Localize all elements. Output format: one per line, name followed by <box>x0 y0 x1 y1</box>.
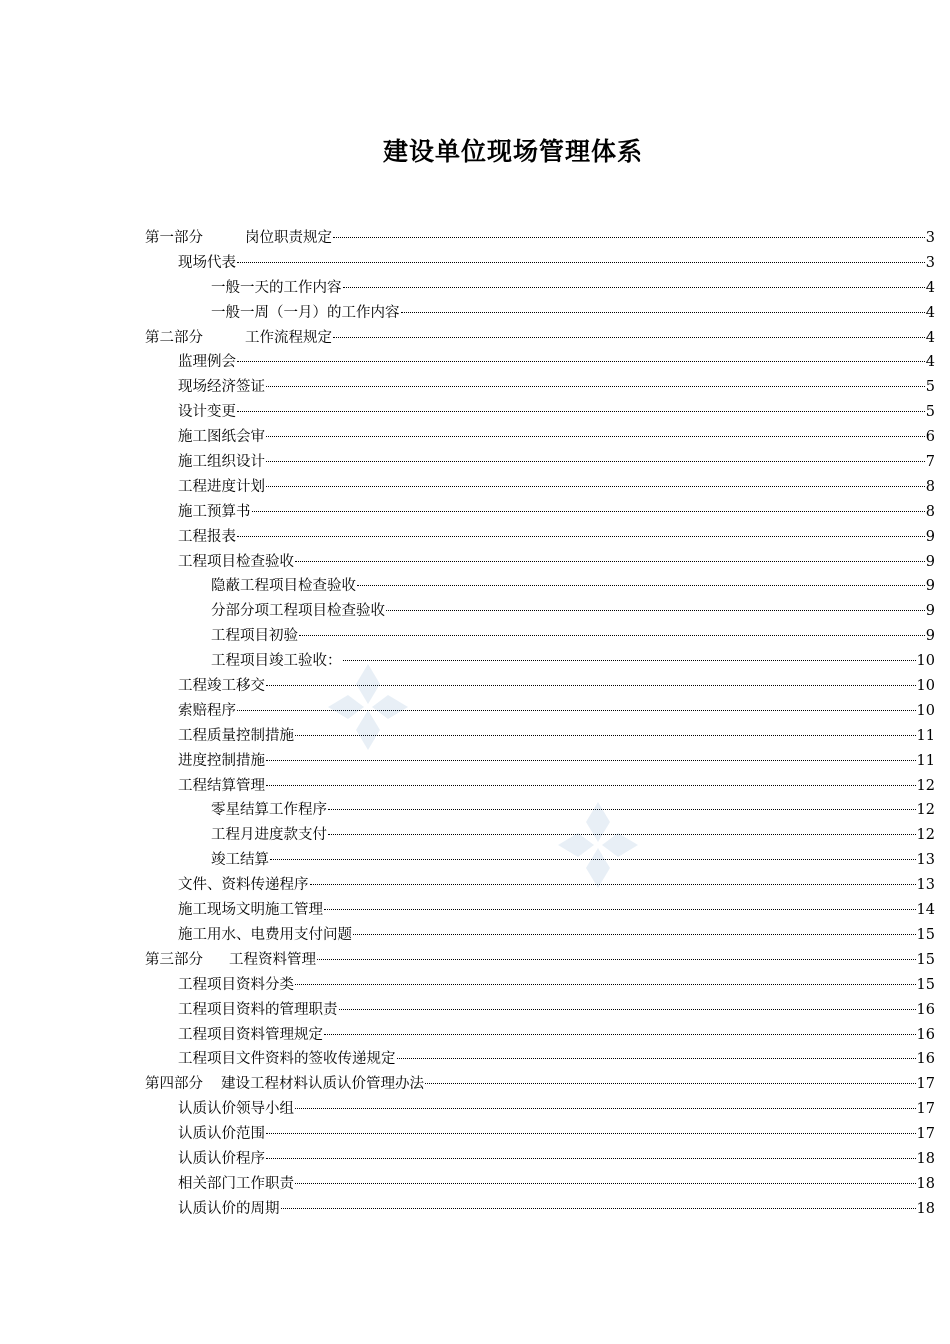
toc-entry-label <box>178 1047 396 1072</box>
toc-entry-title: 施工图纸会审 <box>178 429 265 446</box>
toc-entry-label <box>178 749 265 774</box>
toc-page-number: 4 <box>925 329 935 346</box>
toc-dot-leader <box>328 809 916 810</box>
toc-entry-label <box>178 724 294 749</box>
toc-entry-title: 施工预算书 <box>178 503 251 520</box>
toc-entry-label <box>178 973 294 998</box>
toc-entry <box>145 226 935 251</box>
toc-entry-title: 施工组织设计 <box>178 454 265 471</box>
toc-page-number: 12 <box>916 827 935 844</box>
toc-page-number: 10 <box>916 653 935 670</box>
toc-page-number: 4 <box>925 304 935 321</box>
toc-entry-label <box>178 699 236 724</box>
toc-entry-title: 零星结算工作程序 <box>211 802 327 819</box>
toc-entry-label <box>145 948 316 973</box>
toc-entry <box>145 724 935 749</box>
toc-dot-leader <box>281 1208 916 1209</box>
toc-page-number: 9 <box>925 603 935 620</box>
toc-entry-label <box>211 276 342 301</box>
toc-entry-title: 岗位职责规定 <box>245 230 332 246</box>
toc-dot-leader <box>266 1158 916 1159</box>
toc-dot-leader <box>237 262 925 263</box>
toc-dot-leader <box>252 511 925 512</box>
toc-page-number: 8 <box>925 478 935 495</box>
toc-entry-title: 施工用水、电费用支付问题 <box>178 926 352 943</box>
toc-entry-title: 认质认价领导小组 <box>178 1101 294 1118</box>
toc-entry-title: 工程报表 <box>178 528 236 545</box>
toc-entry-title: 一般一周（一月）的工作内容 <box>211 304 400 321</box>
toc-dot-leader <box>299 635 925 636</box>
toc-page-number: 8 <box>925 503 935 520</box>
toc-dot-leader <box>357 585 925 586</box>
toc-entry-title: 文件、资料传递程序 <box>178 877 309 894</box>
toc-page-number: 10 <box>916 678 935 695</box>
toc-dot-leader <box>266 1133 916 1134</box>
toc-dot-leader <box>237 411 925 412</box>
toc-entry-label <box>211 823 327 848</box>
toc-dot-leader <box>266 436 925 437</box>
toc-entry-title: 工程月进度款支付 <box>211 827 327 844</box>
toc-dot-leader <box>237 536 925 537</box>
toc-dot-leader <box>425 1083 916 1084</box>
toc-entry-label <box>178 450 265 475</box>
toc-page-number: 12 <box>916 802 935 819</box>
toc-entry <box>145 1122 935 1147</box>
toc-page-number: 3 <box>925 230 935 246</box>
toc-dot-leader <box>237 710 916 711</box>
toc-page-number: 9 <box>925 628 935 645</box>
toc-entry-title: 现场代表 <box>178 254 236 271</box>
toc-entry-label <box>178 475 265 500</box>
toc-page-number: 13 <box>916 877 935 894</box>
toc-page-number: 15 <box>916 976 935 993</box>
toc-entry-label <box>178 425 265 450</box>
toc-entry-label <box>178 1097 294 1122</box>
toc-entry <box>145 450 935 475</box>
toc-entry-title: 相关部门工作职责 <box>178 1175 294 1192</box>
toc-page-number: 14 <box>916 902 935 919</box>
toc-entry <box>145 475 935 500</box>
toc-entry <box>145 550 935 575</box>
toc-dot-leader <box>270 859 916 860</box>
toc-entry-title: 隐蔽工程项目检查验收 <box>211 578 356 595</box>
toc-entry <box>145 525 935 550</box>
toc-entry-label <box>178 1122 265 1147</box>
toc-entry-title: 认质认价程序 <box>178 1150 265 1167</box>
toc-entry <box>145 1172 935 1197</box>
toc-entry-label <box>211 798 327 823</box>
toc-dot-leader <box>339 1009 916 1010</box>
toc-entry-title: 工程项目竣工验收： <box>211 653 342 670</box>
toc-entry-label <box>211 599 385 624</box>
toc-page-number: 9 <box>925 528 935 545</box>
toc-entry <box>145 749 935 774</box>
toc-page-number: 10 <box>916 702 935 719</box>
toc-entry <box>145 973 935 998</box>
toc-entry <box>145 624 935 649</box>
toc-entry-label <box>211 301 400 326</box>
toc-page-number: 11 <box>916 727 935 744</box>
toc-page-number: 5 <box>925 379 935 396</box>
toc-entry-title: 认质认价范围 <box>178 1126 265 1143</box>
toc-entry-title: 施工现场文明施工管理 <box>178 902 323 919</box>
toc-part-number: 第二部分 <box>145 329 203 346</box>
toc-dot-leader <box>266 785 916 786</box>
toc-entry <box>145 1023 935 1048</box>
document-title: 建设单位现场管理体系 <box>382 137 643 166</box>
toc-entry-title: 工程项目检查验收 <box>178 553 294 570</box>
toc-page-number: 7 <box>925 454 935 471</box>
toc-entry <box>145 276 935 301</box>
toc-dot-leader <box>333 237 925 238</box>
toc-entry-label <box>145 226 332 251</box>
toc-entry-title: 现场经济签证 <box>178 379 265 396</box>
toc-entry-label <box>178 1147 265 1172</box>
toc-entry-label <box>178 251 236 276</box>
toc-entry-label <box>211 624 298 649</box>
toc-dot-leader <box>397 1058 916 1059</box>
toc-entry-label <box>178 500 251 525</box>
toc-entry-title: 建设工程材料认质认价管理办法 <box>221 1076 424 1093</box>
toc-entry <box>145 798 935 823</box>
toc-entry <box>145 326 935 351</box>
toc-entry-label <box>178 674 265 699</box>
toc-entry-label <box>178 1172 294 1197</box>
toc-entry-title: 认质认价的周期 <box>178 1200 280 1217</box>
toc-entry-title: 工作流程规定 <box>245 329 332 346</box>
toc-entry-label <box>178 525 236 550</box>
toc-dot-leader <box>266 685 916 686</box>
toc-dot-leader <box>343 287 925 288</box>
toc-entry <box>145 848 935 873</box>
toc-page-number: 16 <box>916 1001 935 1018</box>
toc-page-number: 16 <box>916 1026 935 1043</box>
toc-entry <box>145 500 935 525</box>
toc-dot-leader <box>343 660 916 661</box>
toc-entry-title: 工程质量控制措施 <box>178 727 294 744</box>
toc-entry <box>145 699 935 724</box>
toc-dot-leader <box>295 735 916 736</box>
toc-dot-leader <box>295 561 925 562</box>
toc-dot-leader <box>295 1108 916 1109</box>
toc-entry <box>145 599 935 624</box>
toc-entry-label <box>145 1072 424 1097</box>
toc-page-number: 12 <box>916 777 935 794</box>
toc-entry-title: 工程项目文件资料的签收传递规定 <box>178 1051 396 1068</box>
toc-page-number: 17 <box>916 1076 935 1093</box>
toc-entry <box>145 674 935 699</box>
toc-part-number: 第三部分 <box>145 951 203 968</box>
toc-page-number: 17 <box>916 1126 935 1143</box>
toc-entry-title: 监理例会 <box>178 354 236 371</box>
toc-entry-label <box>211 649 342 674</box>
toc-page-number: 18 <box>916 1150 935 1167</box>
toc-dot-leader <box>295 984 916 985</box>
toc-dot-leader <box>266 386 925 387</box>
toc-entry-title: 工程项目资料分类 <box>178 976 294 993</box>
toc-entry-title: 工程项目资料的管理职责 <box>178 1001 338 1018</box>
toc-entry-label <box>178 923 352 948</box>
toc-page-number: 9 <box>925 578 935 595</box>
toc-part-number: 第四部分 <box>145 1076 203 1093</box>
toc-entry-label <box>178 350 236 375</box>
toc-entry-title: 工程资料管理 <box>229 951 316 968</box>
toc-entry-title: 分部分项工程项目检查验收 <box>211 603 385 620</box>
toc-entry-label <box>178 400 236 425</box>
toc-entry-title: 工程项目资料管理规定 <box>178 1026 323 1043</box>
toc-entry-title: 索赔程序 <box>178 702 236 719</box>
toc-page-number: 18 <box>916 1175 935 1192</box>
toc-page-number: 4 <box>925 354 935 371</box>
toc-entry <box>145 251 935 276</box>
toc-page-number: 5 <box>925 404 935 421</box>
toc-entry <box>145 774 935 799</box>
toc-entry-label <box>145 326 332 351</box>
toc-entry <box>145 1072 935 1097</box>
toc-entry <box>145 1097 935 1122</box>
toc-dot-leader <box>317 959 916 960</box>
toc-dot-leader <box>266 486 925 487</box>
toc-entry-title: 工程进度计划 <box>178 478 265 495</box>
toc-part-number: 第一部分 <box>145 230 203 246</box>
toc-page-number: 15 <box>916 951 935 968</box>
toc-entry-label <box>178 774 265 799</box>
toc-entry-label <box>178 873 309 898</box>
toc-entry <box>145 649 935 674</box>
toc-entry-label <box>211 574 356 599</box>
toc-entry <box>145 1047 935 1072</box>
toc-page-number: 4 <box>925 279 935 296</box>
toc-entry <box>145 923 935 948</box>
toc-entry <box>145 823 935 848</box>
toc-dot-leader <box>324 909 916 910</box>
toc-entry <box>145 1147 935 1172</box>
toc-page-number: 16 <box>916 1051 935 1068</box>
toc-entry <box>145 425 935 450</box>
toc-entry-title: 一般一天的工作内容 <box>211 279 342 296</box>
toc-entry <box>145 1197 935 1222</box>
toc-entry-title: 工程结算管理 <box>178 777 265 794</box>
toc-page-number: 15 <box>916 926 935 943</box>
toc-entry-label <box>178 375 265 400</box>
toc-entry <box>145 574 935 599</box>
toc-entry <box>145 998 935 1023</box>
toc-dot-leader <box>353 934 916 935</box>
toc-dot-leader <box>386 610 925 611</box>
toc-entry <box>145 375 935 400</box>
toc-entry <box>145 400 935 425</box>
toc-entry-title: 进度控制措施 <box>178 752 265 769</box>
toc-dot-leader <box>266 760 916 761</box>
toc-dot-leader <box>401 312 925 313</box>
toc-entry <box>145 948 935 973</box>
toc-page-number: 17 <box>916 1101 935 1118</box>
toc-page-number: 9 <box>925 553 935 570</box>
toc-dot-leader <box>266 461 925 462</box>
toc-entry-label <box>178 998 338 1023</box>
toc-page-number: 13 <box>916 852 935 869</box>
toc-dot-leader <box>328 834 916 835</box>
toc-entry-label <box>178 1023 323 1048</box>
toc-entry <box>145 898 935 923</box>
toc-page-number: 6 <box>925 429 935 446</box>
toc-dot-leader <box>237 361 925 362</box>
toc-page-number: 3 <box>925 254 935 271</box>
toc-entry-label <box>178 898 323 923</box>
toc-entry-label <box>211 848 269 873</box>
toc-dot-leader <box>324 1034 916 1035</box>
toc-page-number: 11 <box>916 752 935 769</box>
toc-entry <box>145 350 935 375</box>
toc-entry-label <box>178 550 294 575</box>
toc-entry <box>145 873 935 898</box>
toc-entry-title: 工程项目初验 <box>211 628 298 645</box>
toc-entry-title: 竣工结算 <box>211 852 269 869</box>
toc-page-number: 18 <box>916 1200 935 1217</box>
toc-dot-leader <box>310 884 916 885</box>
toc-entry-title: 工程竣工移交 <box>178 678 265 695</box>
toc-entry-label <box>178 1197 280 1222</box>
toc-dot-leader <box>333 337 925 338</box>
toc-dot-leader <box>295 1183 916 1184</box>
toc-entry-title: 设计变更 <box>178 404 236 421</box>
table-of-contents <box>145 226 935 1222</box>
toc-entry <box>145 301 935 326</box>
